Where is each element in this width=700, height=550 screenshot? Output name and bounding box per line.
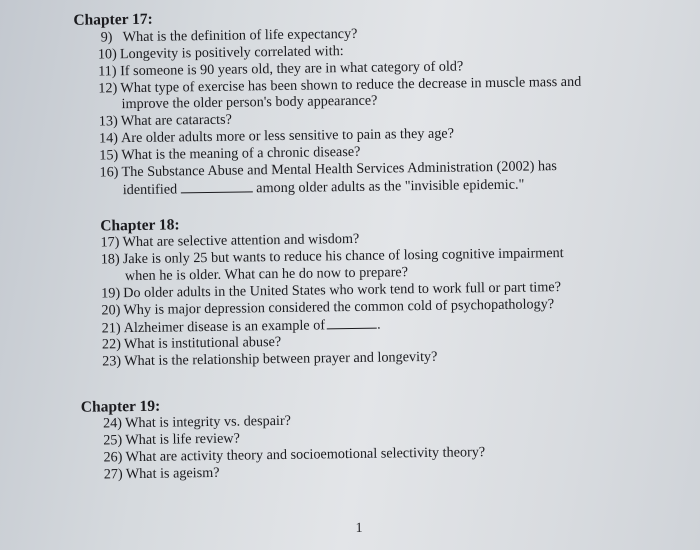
question-26: 26) What are activity theory and socioemotional selectivity theory? [103, 444, 486, 466]
question-10: 10) Longevity is positively correlated with: [97, 43, 344, 63]
question-16-continuation: identified among older adults as the "invisible epidemic." [122, 176, 525, 199]
question-16: 16) The Substance Abuse and Mental Health Services Administration (2002) has [99, 158, 558, 181]
question-27: 27) What is ageism? [103, 464, 220, 483]
question-11: 11) If someone is 90 years old, they are in what category of old? [98, 58, 464, 80]
chapter-18-heading: Chapter 18: [100, 216, 180, 235]
question-15: 15) What is the meaning of a chronic disease? [99, 143, 361, 164]
chapter-19-heading: Chapter 19: [80, 397, 161, 416]
chapter-17-heading: Chapter 17: [73, 10, 153, 29]
question-18-continuation: when he is older. What can he do now to prepare? [124, 264, 409, 285]
answer-blank [327, 316, 377, 330]
question-25: 25) What is life review? [103, 430, 241, 449]
question-19: 19) Do older adults in the United States who work tend to work full or part time? [101, 279, 562, 302]
page-number: 1 [355, 520, 363, 536]
question-17: 17) What are selective attention and wisdom? [100, 230, 360, 251]
question-24: 24) What is integrity vs. despair? [102, 412, 292, 432]
question-13: 13) What are cataracts? [98, 111, 232, 130]
question-22: 22) What is institutional abuse? [101, 333, 282, 353]
answer-blank [181, 179, 253, 193]
question-14: 14) Are older adults more or less sensitive to pain as they age? [98, 125, 455, 147]
question-20: 20) Why is major depression considered the common cold of psychopathology? [101, 296, 555, 319]
question-23: 23) What is the relationship between prayer and longevity? [102, 348, 438, 370]
question-21: 21) Alzheimer disease is an example of . [101, 316, 381, 337]
question-9: 9) What is the definition of life expectancy? [100, 25, 358, 46]
question-12: 12) What type of exercise has been shown to reduce the decrease in muscle mass and [98, 73, 582, 97]
question-18: 18) Jake is only 25 but wants to reduce his chance of losing cognitive impairment [100, 245, 564, 268]
question-12-continuation: improve the older person's body appearance? [121, 92, 378, 113]
